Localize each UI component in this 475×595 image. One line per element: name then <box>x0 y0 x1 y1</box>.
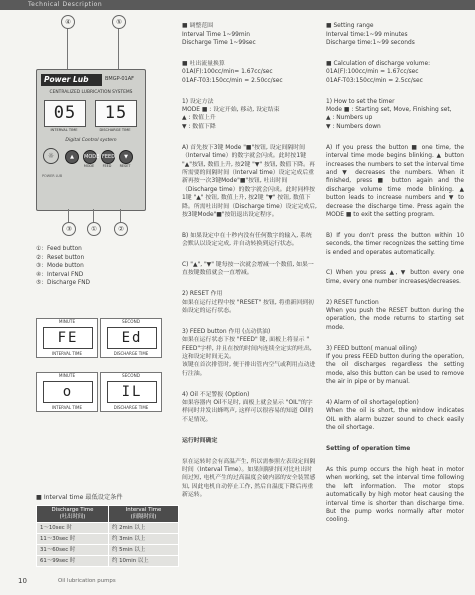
feed-button-label: FEED <box>102 164 112 168</box>
panel-header: SECOND <box>122 319 140 324</box>
down-button[interactable]: ▼ <box>119 150 133 164</box>
legend-item: ③：Mode button <box>36 263 84 270</box>
table-row <box>37 545 179 556</box>
paragraph: B) 如果设定中在十秒内没有任何数字的输入, 系统会默认以设定完成, 并自动转换到运行状态。 <box>182 232 312 248</box>
paragraph: A) 首先按下3键 Mode "■"按钮, 设定间隔时间（Interval time）的数字就会闪成。此时按1键 "▲"按钮, 数值上升, 按2键 "▼" 按钮, 数值下降。再所需要的间隔时间（Interval time）设定完成后重新再按一次3键Mode"■"按钮, 吐出时间（Discharge time）的数字就会闪成。此时同样按1键 "▲" 按钮, 数值上升, 按2键 "▼" 按钮, 数值下降。所需吐出时间（Discharge time）设定完成后, 按3键Mode"■"按钮退出设定程序。 <box>182 144 317 218</box>
paragraph: B) If you don't press the button within 10 seconds, the timer recognizes the setting time is ended and operates automatically. <box>326 232 464 256</box>
table-row <box>37 556 179 567</box>
system-label: CENTRALIZED LUBRICATION SYSTEMS <box>49 90 133 95</box>
display-panel <box>100 318 162 358</box>
mode-button[interactable]: MODE <box>83 150 97 164</box>
table-cell: 31～60sec 时 <box>37 545 109 556</box>
button-legend <box>36 245 90 288</box>
panel-digits: Ed <box>107 327 157 349</box>
paragraph: ■ Setting range Interval time:1~99 minutes Discharge time:1~99 seconds <box>326 23 415 47</box>
panel-header: MINUTE <box>58 373 76 378</box>
up-button[interactable]: ▲ <box>65 150 79 164</box>
legend-item: ⑤：Discharge FND <box>36 280 91 287</box>
paragraph: A) If you press the button ■ one time, the interval time mode begins blinking. ▲ button increases the numbers to set the interval time and ▼ decreases the numbers. When it finished, press ■ button again and the discharge volume time mode blinking. ▲ button leads to increase numbers and ▼ to decrease the discharge time. Press again the MODE ■ to exit the setting program. <box>326 144 464 218</box>
reset-button-label: RESET <box>119 164 131 168</box>
panel-footer: DISCHARGE TIME <box>113 351 149 356</box>
paragraph: C) "▲", "▼" 键每按一次就会增减一个数值, 如果一直按键数值就会一直增减。 <box>182 261 314 277</box>
table-row <box>37 534 179 545</box>
panel-digits: IL <box>107 381 157 403</box>
paragraph: 3) FEED button 作用 (点动供油) 如果在运行状态下按 "FEED" 键, 面板上将显示 " FEED"字样, 并且在按的时间内连续全定实的吐出, 这和设定时间无关。 该键在首次排管时, 便于排出管内空气或利用点动进行注油。 <box>182 328 316 377</box>
discharge-label: DISCHARGE TIME <box>99 128 131 132</box>
panel-digits: o <box>43 381 93 403</box>
table-header: Discharge Time (吐出时间) <box>37 506 109 523</box>
display-panel <box>36 372 98 412</box>
interval-label: INTERVAL TIME <box>50 128 78 132</box>
control-label: Digital Control system <box>65 138 117 143</box>
legend-item: ④：Interval FND <box>36 271 84 278</box>
paragraph: 3) FEED button( manual oiling) If you press FEED button during the operation, the oil discharges regardless the setting mode, also this button can be used to remove the air in pipe or by manual. <box>326 345 464 386</box>
section-title: Technical Description <box>28 1 103 8</box>
table-cell: 11～30sec 时 <box>37 534 109 545</box>
table-cell: 约 3min 以上 <box>109 534 179 545</box>
footer-section: Oil lubrication pumps <box>58 578 116 584</box>
table-row <box>37 523 179 534</box>
table-cell: 约 10min 以上 <box>109 556 179 567</box>
paragraph: ■ Calculation of discharge volume: 01A(F):100cc/min = 1.67cc/sec 01AF-T03:150cc/min = 2.5cc/sec <box>326 61 431 84</box>
panel-footer: INTERVAL TIME <box>51 405 83 410</box>
controller-device <box>36 69 146 211</box>
table-cell: 61～99sec 时 <box>37 556 109 567</box>
callout-2: ② <box>114 222 128 236</box>
panel-digits: FE <box>43 327 93 349</box>
paragraph: 2) RESET 作用 如果在运行过程中按 "RESET" 按钮, 将重新回到初始设定的运行状态。 <box>182 291 314 314</box>
panel-header: SECOND <box>122 373 140 378</box>
legend-item: ②：Reset button <box>36 254 85 261</box>
paragraph: 4) Alarm of oil shortage(option) When the oil is short, the window indicates OIL with alarm buzzer sound to check easily the oil shortage. <box>326 400 464 432</box>
callout-5: ⑤ <box>112 15 126 29</box>
panel-header: MINUTE <box>58 319 76 324</box>
callout-3: ③ <box>62 222 76 236</box>
callout-4: ④ <box>61 15 75 29</box>
display-panel <box>36 318 98 358</box>
interval-table <box>36 505 179 567</box>
paragraph: 1) 设定方法 MODE ■ : 设定开始, 移动, 设定结束 ▲ : 数值上升 ▼ : 数值下降 <box>182 98 280 130</box>
paragraph: C) When you press ▲, ▼ button every one time, every one number increases/decreases. <box>326 270 464 285</box>
chinese-column <box>182 14 317 512</box>
section-heading: 运行时间确定 <box>182 437 218 444</box>
brand-logo: Power Lub <box>41 74 102 86</box>
legend-item: ①：Feed button <box>36 246 82 252</box>
model-number: BMGP-01AF <box>105 76 134 82</box>
callout-line <box>68 209 69 223</box>
table-header: Interval Time (间隔时间) <box>109 506 179 523</box>
callout-line <box>118 26 119 69</box>
paragraph: 1) How to set the timer Mode ■ : Starting set, Move, Finishing set, ▲ : Numbers up ▼ : Numbers down <box>326 98 452 130</box>
section-heading: Setting of operation time <box>326 446 411 453</box>
callout-line <box>120 209 121 223</box>
feed-button[interactable]: FEED <box>101 150 115 164</box>
table-cell: 约 2min 以上 <box>109 523 179 534</box>
table-cell: 1～10sec 时 <box>37 523 109 534</box>
table-cell: 约 5min 以上 <box>109 545 179 556</box>
header-bar <box>0 0 475 10</box>
paragraph: 4) Oil 不足警报 (Option) 如果容器内 Oil不足时, 面板上就会显示 "OIL"的字样同时并发出蜂鸣声, 这样可以很容易的知道 Oil的不足情况。 <box>182 391 314 423</box>
device-footer: POWER LUB <box>42 174 63 178</box>
paragraph: As this pump occurs the high heat in motor when working, set the interval time following the left information. The motor stops automatically by high motor heat causing the interval time is shorter than discharge time. But the pump works normally after motor cooling. <box>326 466 464 524</box>
table-title: ■ Interval time 最低设定条件 <box>36 494 123 501</box>
display-panel <box>100 372 162 412</box>
interval-display: 05 <box>44 100 86 127</box>
panel-footer: DISCHARGE TIME <box>113 405 149 410</box>
callout-1: ① <box>87 222 101 236</box>
paragraph: ■ 调整范围 Interval Time 1~99min Discharge Time 1~99sec <box>182 23 256 47</box>
page-number: 10 <box>18 577 27 585</box>
discharge-display: 15 <box>95 100 137 127</box>
paragraph: ■ 吐出流量换算 01A(F):100cc/min= 1.67cc/sec 01AF-T03:150cc/min = 2.50cc/sec <box>182 61 283 84</box>
mode-button-label: MODE <box>83 164 95 168</box>
callout-line <box>67 26 68 69</box>
company-logo-icon: ☼ <box>43 148 59 164</box>
english-column <box>326 14 464 537</box>
panel-footer: INTERVAL TIME <box>51 351 83 356</box>
paragraph: 2) RESET function When you push the RESET button during the operation, the mode returns to starting set mode. <box>326 299 464 331</box>
paragraph: 泵在运转时会有高温产生, 所以需参照左表设定间隔时间（Interval Time）。如果间隔时间对比吐出时间过短, 电机产生的过高温度会破内部的安全装置感知, 因此电机自动停止工作, 然后自温度下降后再重新运转。 <box>182 458 316 499</box>
callout-line <box>93 209 94 223</box>
